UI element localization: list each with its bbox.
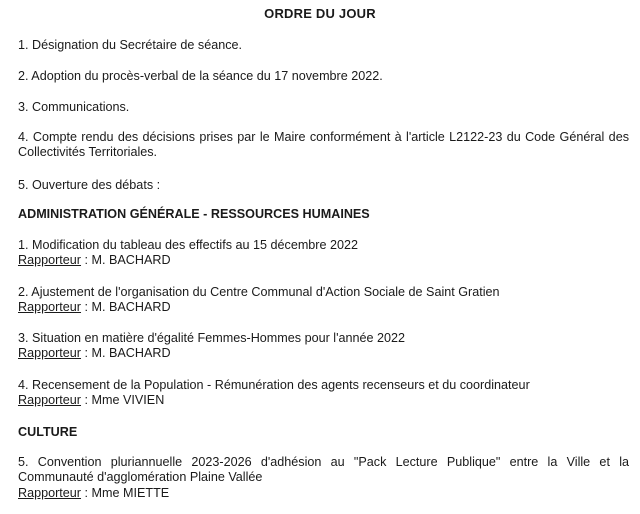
page-title: ORDRE DU JOUR <box>264 6 376 21</box>
culture-item-5-text: 5. Convention pluriannuelle 2023-2026 d'adhésion au "Pack Lecture Publique" entre la Ville et la Communauté d'agglomération Plaine Vallée <box>18 455 629 484</box>
rapporteur-name: : M. BACHARD <box>84 253 171 267</box>
agenda-item-3: 3. Communications. <box>18 100 130 114</box>
rapporteur-label: Rapporteur <box>18 300 82 314</box>
admin-item-2-text: 2. Ajustement de l'organisation du Centre Communal d'Action Sociale de Saint Gratien <box>18 285 500 299</box>
culture-item-5-rapporteur <box>18 486 169 501</box>
admin-item-3-rapporteur <box>18 346 171 361</box>
section-heading-culture: CULTURE <box>18 425 78 439</box>
rapporteur-name: : Mme VIVIEN <box>84 393 165 407</box>
rapporteur-name: : M. BACHARD <box>84 300 171 314</box>
admin-item-1-rapporteur <box>18 253 171 268</box>
admin-item-3-text: 3. Situation en matière d'égalité Femmes-Hommes pour l'année 2022 <box>18 331 406 345</box>
rapporteur-label: Rapporteur <box>18 393 82 407</box>
admin-item-2-rapporteur <box>18 300 171 315</box>
admin-item-4-text: 4. Recensement de la Population - Rémunération des agents recenseurs et du coordinateur <box>18 378 530 392</box>
agenda-item-5: 5. Ouverture des débats : <box>18 178 161 192</box>
rapporteur-label: Rapporteur <box>18 253 82 267</box>
rapporteur-label: Rapporteur <box>18 486 82 500</box>
rapporteur-name: : M. BACHARD <box>84 346 171 360</box>
agenda-item-1: 1. Désignation du Secrétaire de séance. <box>18 38 243 52</box>
rapporteur-name: : Mme MIETTE <box>84 486 170 500</box>
admin-item-4-rapporteur <box>18 393 164 408</box>
agenda-item-4: 4. Compte rendu des décisions prises par le Maire conformément à l'article L2122-23 du Code Général des Collectivités Territoriales. <box>18 130 629 159</box>
section-heading-admin: ADMINISTRATION GÉNÉRALE - RESSOURCES HUMAINES <box>18 207 370 221</box>
rapporteur-label: Rapporteur <box>18 346 82 360</box>
admin-item-1-text: 1. Modification du tableau des effectifs au 15 décembre 2022 <box>18 238 359 252</box>
agenda-item-2: 2. Adoption du procès-verbal de la séance du 17 novembre 2022. <box>18 69 383 83</box>
